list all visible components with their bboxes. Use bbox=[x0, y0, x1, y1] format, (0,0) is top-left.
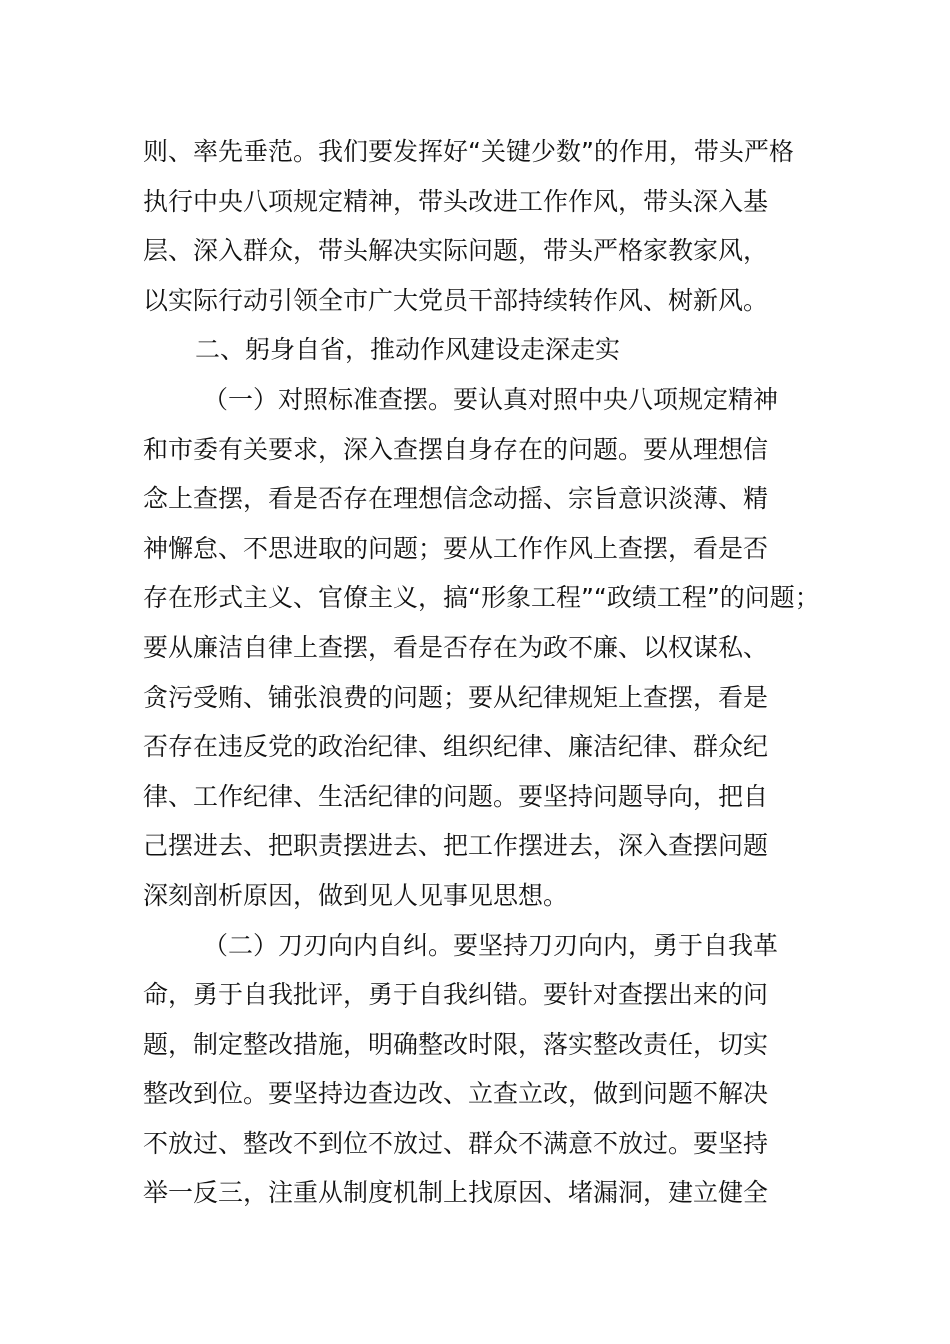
text-line: 深刻剖析原因，做到见人见事见思想。 bbox=[143, 880, 569, 910]
heading-line: 二、躬身自省，推动作风建设走深走实 bbox=[195, 335, 621, 365]
text-line: 要从廉洁自律上查摆，看是否存在为政不廉、以权谋私、 bbox=[143, 632, 769, 662]
text-line: 否存在违反党的政治纪律、组织纪律、廉洁纪律、群众纪 bbox=[143, 732, 769, 762]
document-body bbox=[143, 127, 823, 1218]
text-line: 和市委有关要求，深入查摆自身存在的问题。要从理想信 bbox=[143, 434, 769, 464]
paragraph-1 bbox=[143, 127, 823, 325]
subsection-2 bbox=[143, 921, 823, 1219]
subsection-1 bbox=[143, 375, 823, 921]
text-line: 整改到位。要坚持边查边改、立查立改，做到问题不解决 bbox=[143, 1079, 769, 1109]
text-line: （二）刀刃向内自纠。要坚持刀刃向内，勇于自我革 bbox=[203, 930, 779, 960]
text-line: 存在形式主义、官僚主义，搞“形象工程”“政绩工程”的问题； bbox=[143, 583, 820, 613]
text-line: 不放过、整改不到位不放过、群众不满意不放过。要坚持 bbox=[143, 1128, 769, 1158]
text-line: （一）对照标准查摆。要认真对照中央八项规定精神 bbox=[203, 384, 779, 414]
text-line: 命，勇于自我批评，勇于自我纠错。要针对查摆出来的问 bbox=[143, 980, 769, 1010]
text-line: 己摆进去、把职责摆进去、把工作摆进去，深入查摆问题 bbox=[143, 831, 769, 861]
section-2-heading bbox=[143, 325, 823, 375]
text-line: 题，制定整改措施，明确整改时限，落实整改责任，切实 bbox=[143, 1029, 769, 1059]
text-line: 层、深入群众，带头解决实际问题，带头严格家教家风， bbox=[143, 236, 769, 266]
text-line: 神懈怠、不思进取的问题；要从工作作风上查摆，看是否 bbox=[143, 533, 769, 563]
text-line: 律、工作纪律、生活纪律的问题。要坚持问题导向，把自 bbox=[143, 781, 769, 811]
text-line: 则、率先垂范。我们要发挥好“关键少数”的作用，带头严格 bbox=[143, 137, 794, 166]
text-line: 贪污受贿、铺张浪费的问题；要从纪律规矩上查摆，看是 bbox=[143, 682, 769, 712]
text-line: 举一反三，注重从制度机制上找原因、堵漏洞，建立健全 bbox=[143, 1178, 769, 1208]
text-line: 念上查摆，看是否存在理想信念动摇、宗旨意识淡薄、精 bbox=[143, 484, 769, 514]
text-line: 以实际行动引领全市广大党员干部持续转作风、树新风。 bbox=[143, 285, 769, 315]
text-line: 执行中央八项规定精神，带头改进工作作风，带头深入基 bbox=[143, 186, 769, 216]
